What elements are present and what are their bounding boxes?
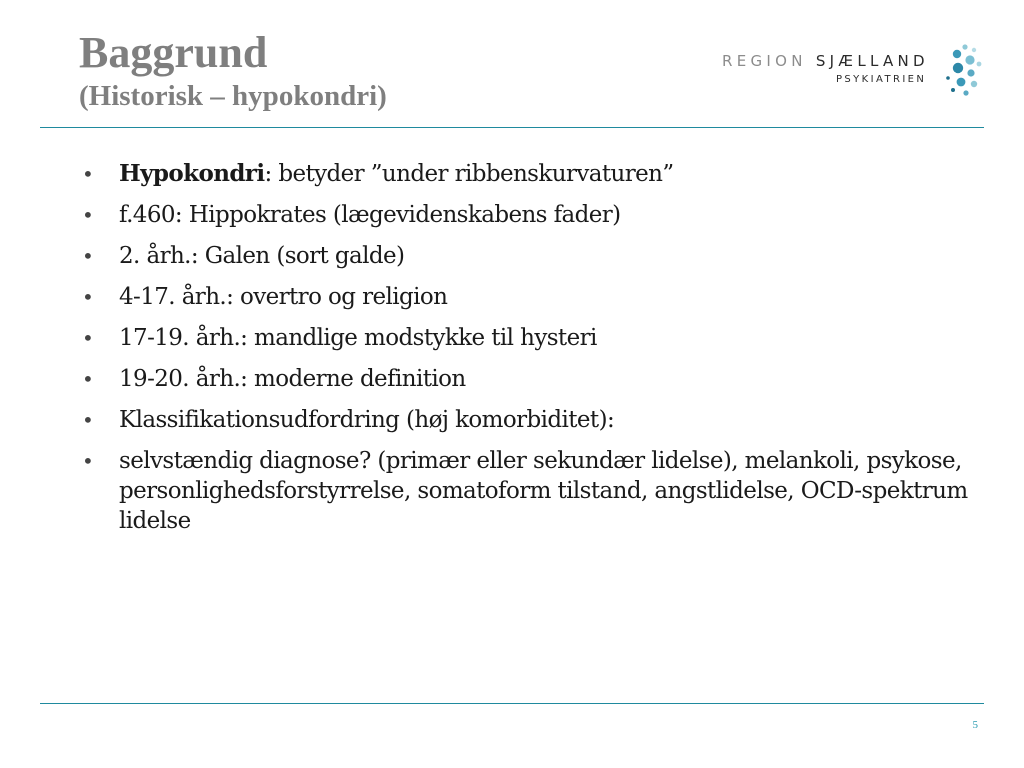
slide-title: Baggrund: [79, 28, 268, 77]
bullet-marker: •: [82, 244, 94, 268]
bullet-item: [82, 159, 982, 189]
bullet-text: 4-17. årh.: overtro og religion: [119, 284, 448, 310]
bullet-text: : betyder ”under ribbenskurvaturen”: [264, 161, 674, 187]
bullet-text: selvstændig diagnose? (primær eller sekundær lidelse), melankoli, psykose, personlighedsforstyrrelse, somatoform tilstand, angstlidelse, OCD-spektrum lidelse: [119, 448, 968, 534]
bullet-marker: •: [82, 449, 94, 473]
logo-region-text: REGION: [722, 52, 807, 70]
bullet-marker: •: [82, 203, 94, 227]
bullet-item: [82, 323, 982, 353]
bullet-item: [82, 364, 982, 394]
bullet-marker: •: [82, 408, 94, 432]
page-number: 5: [972, 719, 978, 731]
bullet-item: [82, 446, 982, 536]
bullet-text: f.460: Hippokrates (lægevidenskabens fader): [119, 202, 621, 228]
bullet-term: Hypokondri: [119, 160, 265, 187]
bullet-marker: •: [82, 326, 94, 350]
dot-cluster-icon: [944, 42, 984, 98]
bullet-item: [82, 241, 982, 271]
bullet-text: 17-19. årh.: mandlige modstykke til hysteri: [119, 325, 597, 351]
region-sjaelland-logo: [722, 42, 984, 102]
bullet-text: Klassifikationsudfordring (høj komorbiditet):: [119, 407, 615, 433]
bullet-marker: •: [82, 367, 94, 391]
title-block: [79, 28, 639, 114]
footer-divider: [40, 703, 984, 704]
bullet-text: 19-20. årh.: moderne definition: [119, 366, 466, 392]
bullet-list: [82, 159, 982, 547]
header-divider: [40, 127, 984, 128]
slide-subtitle: (Historisk – hypokondri): [79, 80, 387, 112]
bullet-item: [82, 200, 982, 230]
logo-wordmark: [722, 52, 929, 70]
bullet-marker: •: [82, 162, 94, 186]
bullet-marker: •: [82, 285, 94, 309]
bullet-item: [82, 405, 982, 435]
logo-sjaelland-text: SJÆLLAND: [815, 52, 929, 70]
bullet-item: [82, 282, 982, 312]
logo-subtitle: PSYKIATRIEN: [836, 74, 927, 85]
bullet-text: 2. årh.: Galen (sort galde): [119, 243, 405, 269]
